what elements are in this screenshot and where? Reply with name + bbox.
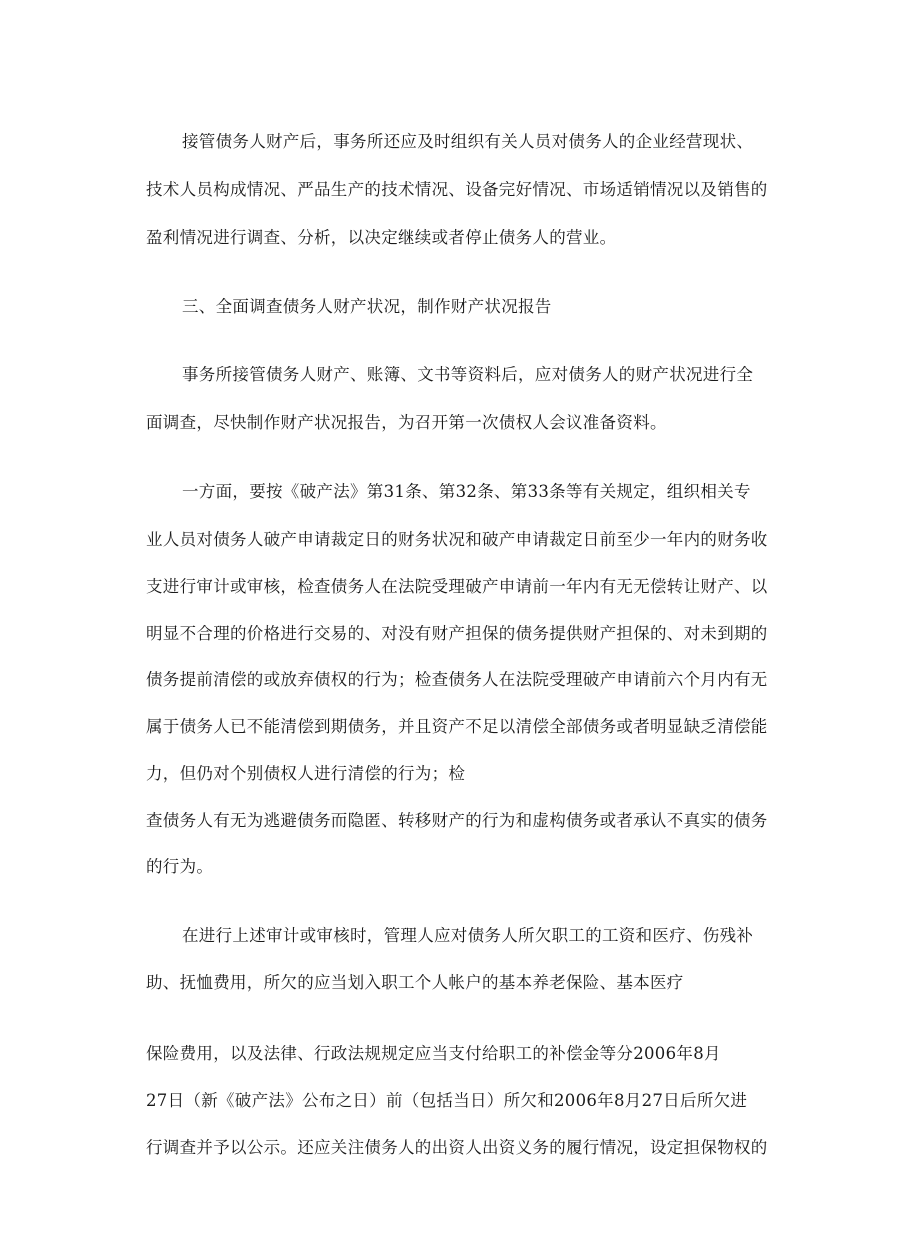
text-line: 债务提前清偿的或放弃债权的行为；检查债务人在法院受理破产申请前六个月内有无 (146, 670, 768, 689)
text-line: 行调查并予以公示。还应关注债务人的出资人出资义务的履行情况，设定担保物权的 (146, 1138, 768, 1157)
text-line: 接管债务人财产后，事务所还应及时组织有关人员对债务人的企业经营现状、 (182, 132, 754, 151)
text-line: 力，但仍对个别债权人进行清偿的行为；检 (146, 764, 466, 783)
text-line: 盈利情况进行调查、分析，以决定继续或者停止债务人的营业。 (146, 228, 617, 247)
text-line: 在进行上述审计或审核时，管理人应对债务人所欠职工的工资和医疗、伤残补 (182, 926, 754, 945)
text-line: 技术人员构成情况、严品生产的技术情况、设备完好情况、市场适销情况以及销售的 (146, 180, 768, 199)
text-line: 明显不合理的价格进行交易的、对没有财产担保的债务提供财产担保的、对未到期的 (146, 624, 768, 643)
text-line: 面调查，尽快制作财产状况报告，为召开第一次债权人会议准备资料。 (146, 413, 667, 432)
text-line: 27日（新《破产法》公布之日）前（包括当日）所欠和2006年8月27日后所欠进 (146, 1091, 748, 1110)
text-line: 支进行审计或审核，检查债务人在法院受理破产申请前一年内有无无偿转让财产、以 (146, 577, 768, 596)
text-line: 业人员对债务人破产申请裁定日的财务状况和破产申请裁定日前至少一年内的财务收 (146, 530, 768, 549)
text-line: 助、抚恤费用，所欠的应当划入职工个人帐户的基本养老保险、基本医疗 (146, 973, 684, 992)
text-line: 事务所接管债务人财产、账簿、文书等资料后，应对债务人的财产状况进行全 (182, 365, 754, 384)
text-line: 属于债务人已不能清偿到期债务，并且资产不足以清偿全部债务或者明显缺乏清偿能 (146, 717, 768, 736)
section-heading: 三、全面调查债务人财产状况，制作财产状况报告 (182, 297, 552, 316)
text-line: 保险费用，以及法律、行政法规规定应当支付给职工的补偿金等分2006年8月 (146, 1044, 721, 1063)
text-line: 的行为。 (146, 857, 214, 876)
text-line: 一方面，要按《破产法》第31条、第32条、第33条等有关规定，组织相关专 (182, 482, 751, 501)
text-line: 查债务人有无为逃避债务而隐匿、转移财产的行为和虚构债务或者承认不真实的债务 (146, 811, 768, 830)
